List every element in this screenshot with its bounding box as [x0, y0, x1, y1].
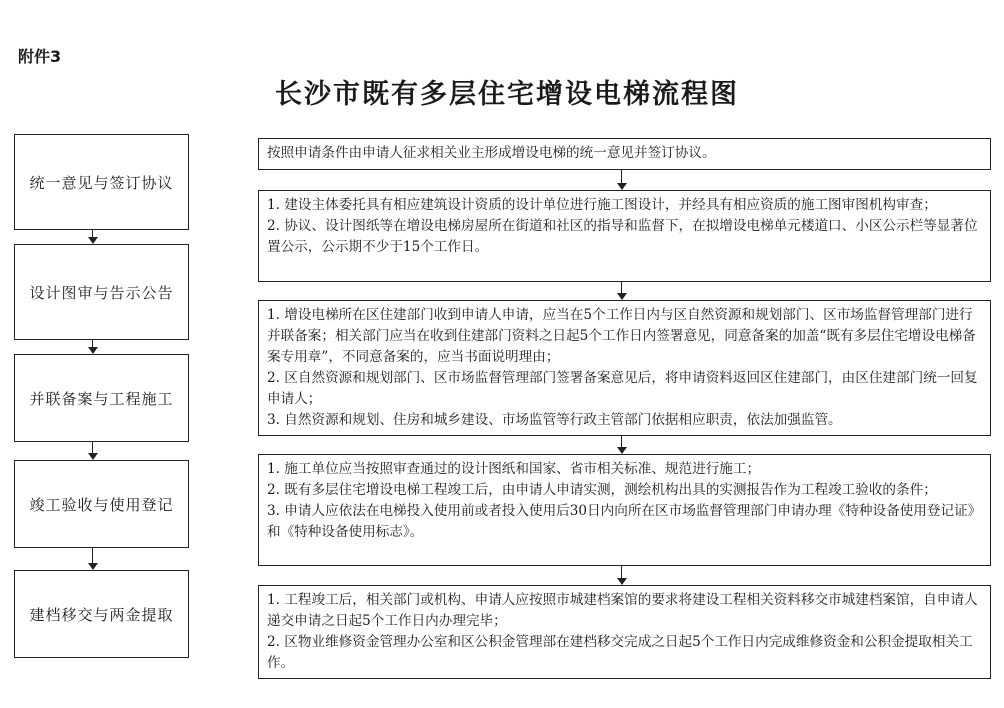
step-3-detail-1: 1. 增设电梯所在区住建部门收到申请人申请，应当在5个工作日内与区自然资源和规划部门、区市场监督管理部门进行并联备案；相关部门应当在收到住建部门资料之日起5个工作日内签署意见，同意备案的加盖“既有多层住宅增设电梯备案专用章”，不同意备案的，应当书面说明理由；: [267, 307, 976, 365]
step-3-label: 并联备案与工程施工: [29, 389, 174, 408]
step-4-detail-2: 2. 既有多层住宅增设电梯工程竣工后，由申请人申请实测，测绘机构出具的实测报告作为工程竣工验收的条件；: [267, 482, 937, 498]
step-1-detail-box: [258, 138, 991, 170]
step-5-label: 建档移交与两金提取: [29, 605, 174, 624]
step-2-label-box: [14, 244, 189, 340]
step-3-label-box: [14, 354, 189, 442]
step-2-label: 设计图审与告示公告: [29, 283, 174, 302]
right-arrow-3: [617, 436, 627, 454]
attachment-label: 附件3: [18, 47, 62, 66]
left-arrow-2: [88, 340, 98, 354]
step-4-label: 竣工验收与使用登记: [29, 495, 174, 514]
step-2-detail-1: 1. 建设主体委托具有相应建筑设计资质的设计单位进行施工图设计，并经具有相应资质的施工图审图机构审查；: [267, 197, 937, 213]
step-3-detail-box: [258, 300, 991, 436]
step-1-label-box: [14, 134, 189, 230]
step-5-label-box: [14, 570, 189, 658]
step-4-detail-box: [258, 454, 991, 566]
right-arrow-4: [617, 566, 627, 585]
step-5-detail-box: [258, 585, 991, 679]
step-3-detail-2: 2. 区自然资源和规划部门、区市场监督管理部门签署备案意见后，将申请资料返回区住建部门，由区住建部门统一回复申请人；: [267, 370, 978, 407]
page-title: 长沙市既有多层住宅增设电梯流程图: [275, 79, 739, 110]
step-2-detail-2: 2. 协议、设计图纸等在增设电梯房屋所在街道和社区的指导和监督下，在拟增设电梯单元楼道口、小区公示栏等显著位置公示，公示期不少于15个工作日。: [267, 218, 978, 255]
step-4-detail-3: 3. 申请人应依法在电梯投入使用前或者投入使用后30日内向所在区市场监督管理部门申请办理《特种设备使用登记证》和《特种设备使用标志》。: [267, 503, 982, 540]
step-1-detail-1: 按照申请条件由申请人征求相关业主形成增设电梯的统一意见并签订协议。: [267, 145, 716, 161]
left-arrow-3: [88, 442, 98, 460]
left-arrow-1: [88, 230, 98, 244]
left-arrow-4: [88, 548, 98, 570]
right-arrow-2: [617, 282, 627, 300]
step-1-label: 统一意见与签订协议: [29, 173, 174, 192]
step-2-detail-box: [258, 190, 991, 282]
step-5-detail-2: 2. 区物业维修资金管理办公室和区公积金管理部在建档移交完成之日起5个工作日内完成维修资金和公积金提取相关工作。: [267, 634, 973, 671]
step-4-label-box: [14, 460, 189, 548]
step-3-detail-3: 3. 自然资源和规划、住房和城乡建设、市场监管等行政主管部门依据相应职责，依法加强监管。: [267, 412, 842, 428]
step-5-detail-1: 1. 工程竣工后，相关部门或机构、申请人应按照市城建档案馆的要求将建设工程相关资料移交市城建档案馆，自申请人递交申请之日起5个工作日内办理完毕；: [267, 592, 978, 629]
step-4-detail-1: 1. 施工单位应当按照审查通过的设计图纸和国家、省市相关标准、规范进行施工；: [267, 461, 761, 477]
right-arrow-1: [617, 170, 627, 190]
